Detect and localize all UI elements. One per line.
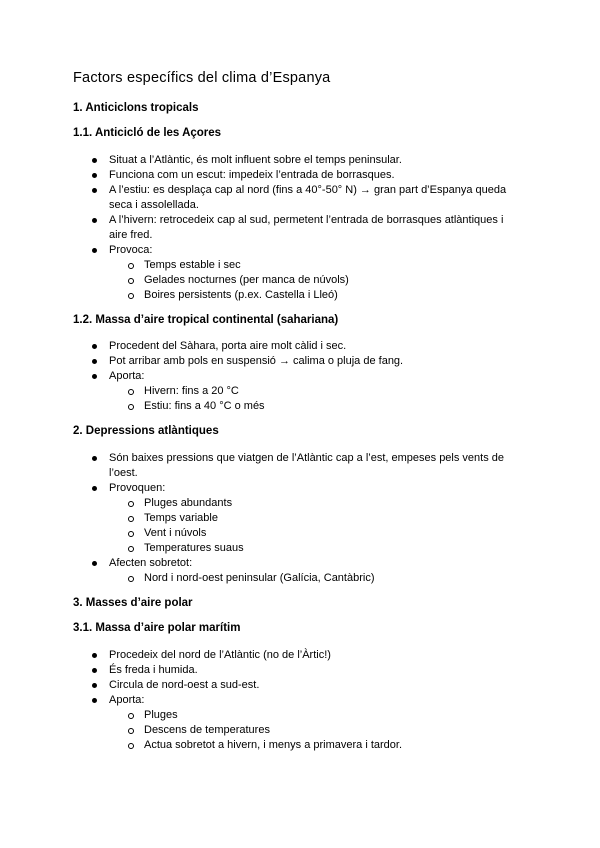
list-item: A l’hivern: retrocedeix cap al sud, permetent l’entrada de borrasques atlàntiques i aire fred. bbox=[109, 213, 519, 243]
bullet-list bbox=[109, 451, 519, 586]
list-item: Funciona com un escut: impedeix l’entrada de borrasques. bbox=[109, 168, 519, 183]
sub-bullet-list bbox=[109, 496, 519, 556]
list-item bbox=[109, 369, 519, 414]
sub-list-item: Actua sobretot a hivern, i menys a primavera i tardor. bbox=[144, 738, 519, 753]
sub-list-item: Pluges abundants bbox=[144, 496, 519, 511]
list-item: És freda i humida. bbox=[109, 663, 519, 678]
list-item-label: Aporta: bbox=[109, 370, 145, 382]
sub-list-item: Pluges bbox=[144, 708, 519, 723]
sub-bullet-list bbox=[109, 571, 519, 586]
list-item: Circula de nord-oest a sud-est. bbox=[109, 678, 519, 693]
section-heading: 1.2. Massa d’aire tropical continental (sahariana) bbox=[73, 314, 339, 326]
sub-list-item: Gelades nocturnes (per manca de núvols) bbox=[144, 273, 519, 288]
list-item: Són baixes pressions que viatgen de l’Atlàntic cap a l’est, empeses pels vents de l’oest. bbox=[109, 451, 519, 481]
section-heading: 1. Anticiclons tropicals bbox=[73, 102, 199, 114]
sub-bullet-list bbox=[109, 708, 519, 753]
list-item-label: Provoca: bbox=[109, 244, 153, 256]
list-item bbox=[109, 243, 519, 303]
list-item: Procedeix del nord de l’Atlàntic (no de l’Àrtic!) bbox=[109, 648, 519, 663]
sub-list-item: Temps estable i sec bbox=[144, 258, 519, 273]
sub-list-item: Descens de temperatures bbox=[144, 723, 519, 738]
list-item: Situat a l’Atlàntic, és molt influent sobre el temps peninsular. bbox=[109, 153, 519, 168]
sub-list-item: Temps variable bbox=[144, 511, 519, 526]
sub-list-item: Temperatures suaus bbox=[144, 541, 519, 556]
section-heading: 3. Masses d’aire polar bbox=[73, 597, 193, 609]
sub-list-item: Vent i núvols bbox=[144, 526, 519, 541]
bullet-list bbox=[109, 153, 519, 303]
list-item: Procedent del Sàhara, porta aire molt càlid i sec. bbox=[109, 339, 519, 354]
sub-list-item: Estiu: fins a 40 °C o més bbox=[144, 399, 519, 414]
sub-list-item: Hivern: fins a 20 °C bbox=[144, 384, 519, 399]
section-heading: 1.1. Anticicló de les Açores bbox=[73, 127, 222, 139]
section-heading: 3.1. Massa d’aire polar marítim bbox=[73, 622, 241, 634]
list-item: Pot arribar amb pols en suspensió → calima o pluja de fang. bbox=[109, 354, 519, 369]
list-item-label: Provoquen: bbox=[109, 482, 166, 494]
list-item-label: Aporta: bbox=[109, 694, 145, 706]
list-item-label: Afecten sobretot: bbox=[109, 557, 193, 569]
bullet-list bbox=[109, 339, 519, 414]
list-item bbox=[109, 481, 519, 556]
list-item: A l’estiu: es desplaça cap al nord (fins a 40°-50° N) → gran part d’Espanya queda seca i assolellada. bbox=[109, 183, 519, 213]
sub-list-item: Nord i nord-oest peninsular (Galícia, Cantàbric) bbox=[144, 571, 519, 586]
document-title: Factors específics del clima d’Espanya bbox=[73, 70, 331, 86]
section-heading: 2. Depressions atlàntiques bbox=[73, 425, 219, 437]
sub-bullet-list bbox=[109, 258, 519, 303]
sub-bullet-list bbox=[109, 384, 519, 414]
bullet-list bbox=[109, 648, 519, 753]
list-item bbox=[109, 556, 519, 586]
sub-list-item: Boires persistents (p.ex. Castella i Lleó) bbox=[144, 288, 519, 303]
list-item bbox=[109, 693, 519, 753]
